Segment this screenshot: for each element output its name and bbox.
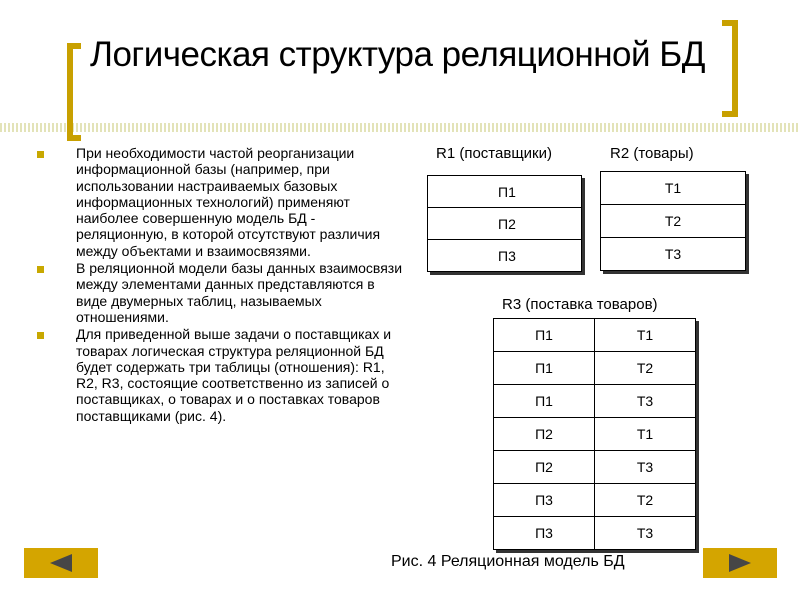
previous-slide-button[interactable]: [24, 548, 98, 578]
table-cell: П1: [494, 319, 595, 352]
table-cell: Т3: [595, 517, 696, 550]
table-cell: П2: [494, 451, 595, 484]
bullet-list: [33, 145, 403, 425]
r2-caption: R2 (товары): [610, 145, 694, 162]
bullet-item: [33, 260, 403, 325]
bullet-icon: [37, 332, 44, 339]
table-cell: Т1: [601, 172, 746, 205]
table-cell: П1: [428, 176, 582, 208]
slide-title: Логическая структура реляционной БД: [90, 35, 705, 74]
table-row: [428, 208, 582, 240]
table-row: [494, 319, 696, 352]
table-row: [494, 352, 696, 385]
table-row: [494, 418, 696, 451]
bullet-text: В реляционной модели базы данных взаимосвязи между элементами данных представляются в виде двумерных таблиц, называемых отношениями.: [76, 260, 403, 325]
bullet-icon: [37, 266, 44, 273]
bullet-item: [33, 326, 403, 424]
table-cell: П2: [494, 418, 595, 451]
bullet-text: Для приведенной выше задачи о поставщиках и товарах логическая структура реляционной БД будет содержать три таблицы (отношения): R1, R2, R3, состоящие соответственно из записей о поставщиках, о товарах и о поставках товаров поставщиками (рис. 4).: [76, 326, 392, 424]
bullet-text: При необходимости частой реорганизации информационной базы (например, при использовании настраиваемых базовых информационных технологий) применяют наиболее совершенную модель БД - реляционную, в которой отсутствуют различия между объектами и взаимосвязями.: [76, 145, 381, 259]
r3-caption: R3 (поставка товаров): [502, 296, 658, 313]
table-row: [428, 240, 582, 272]
table-cell: П1: [494, 352, 595, 385]
table-row: [494, 451, 696, 484]
decorative-stripe: [0, 123, 800, 132]
r1-caption: R1 (поставщики): [436, 145, 552, 162]
table-cell: П3: [494, 517, 595, 550]
table-cell: Т1: [595, 319, 696, 352]
bullet-icon: [37, 151, 44, 158]
table-cell: Т2: [595, 484, 696, 517]
table-cell: Т1: [595, 418, 696, 451]
next-slide-button[interactable]: [703, 548, 777, 578]
table-cell: Т2: [601, 205, 746, 238]
triangle-left-icon: [50, 554, 72, 572]
table-row: [601, 205, 746, 238]
table-row: [494, 484, 696, 517]
table-cell: П3: [494, 484, 595, 517]
bullet-item: [33, 145, 403, 259]
r1-suppliers-table: [427, 175, 582, 272]
table-cell: Т3: [595, 451, 696, 484]
table-cell: Т2: [595, 352, 696, 385]
table-cell: П1: [494, 385, 595, 418]
table-row: [601, 172, 746, 205]
table-row: [494, 517, 696, 550]
left-bracket-decoration: [67, 43, 81, 141]
table-row: [601, 238, 746, 271]
triangle-right-icon: [729, 554, 751, 572]
table-row: [428, 176, 582, 208]
figure-caption: Рис. 4 Реляционная модель БД: [391, 553, 625, 570]
table-cell: П2: [428, 208, 582, 240]
table-cell: Т3: [601, 238, 746, 271]
r3-supplies-table: [493, 318, 696, 550]
table-row: [494, 385, 696, 418]
table-cell: П3: [428, 240, 582, 272]
r2-goods-table: [600, 171, 746, 271]
table-cell: Т3: [595, 385, 696, 418]
